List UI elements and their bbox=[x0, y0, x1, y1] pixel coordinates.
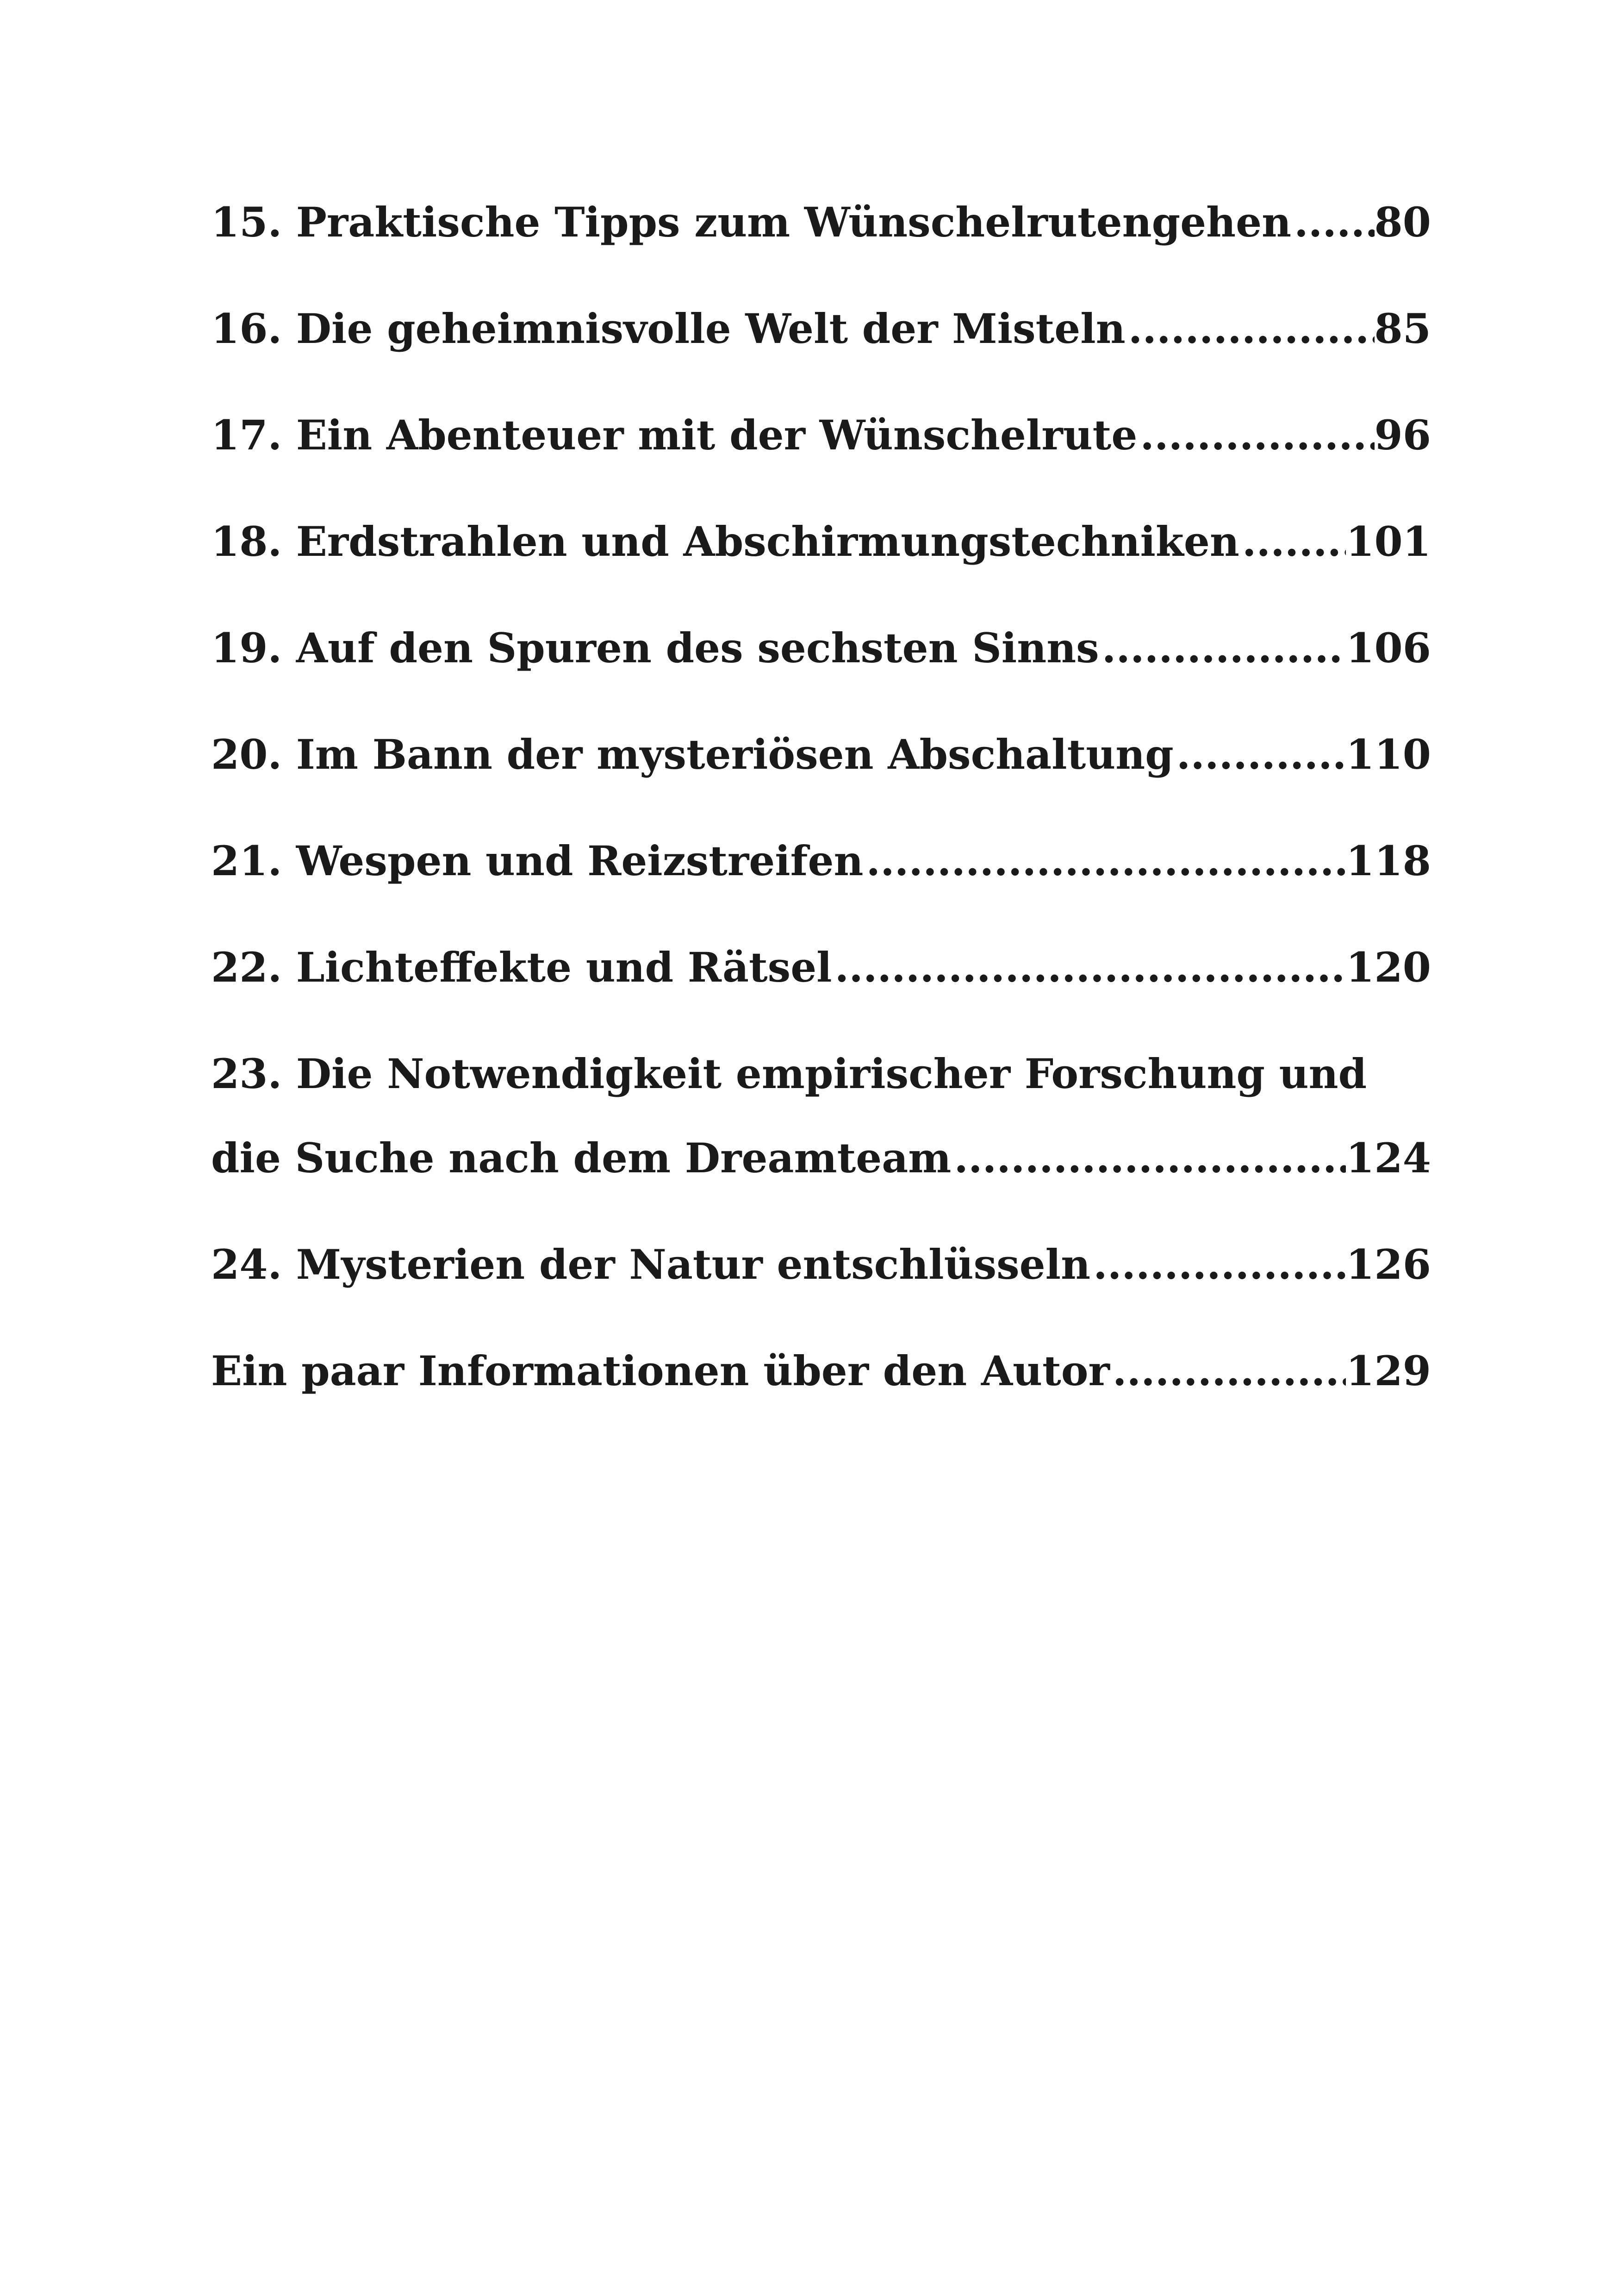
dot-leader bbox=[832, 944, 1346, 990]
dot-leader bbox=[1126, 305, 1375, 352]
toc-entry-page-number: 96 bbox=[1374, 411, 1431, 459]
toc-entry-title: 15. Praktische Tipps zum Wünschelrutengehen bbox=[211, 198, 1292, 246]
toc-entry-title: 17. Ein Abenteuer mit der Wünschelrute bbox=[211, 411, 1138, 459]
table-of-contents bbox=[211, 199, 1431, 1394]
toc-entry-page-number: 118 bbox=[1346, 837, 1431, 885]
toc-entry-22 bbox=[211, 944, 1431, 990]
toc-entry-17 bbox=[211, 412, 1431, 458]
toc-entry-page-number: 110 bbox=[1346, 730, 1431, 778]
dot-leader bbox=[1110, 1348, 1346, 1394]
dot-leader bbox=[951, 1135, 1346, 1181]
dot-leader bbox=[1099, 625, 1346, 671]
toc-entry-16 bbox=[211, 305, 1431, 352]
dot-leader bbox=[1291, 199, 1374, 245]
toc-entry-title: 19. Auf den Spuren des sechsten Sinns bbox=[211, 624, 1099, 672]
toc-entry-page-number: 120 bbox=[1346, 943, 1431, 991]
toc-entry-page-number: 129 bbox=[1346, 1347, 1431, 1395]
dot-leader bbox=[864, 838, 1346, 884]
toc-entry-24 bbox=[211, 1241, 1431, 1288]
toc-entry-page-number: 101 bbox=[1346, 517, 1431, 566]
toc-entry-page-number: 126 bbox=[1346, 1240, 1431, 1288]
toc-entry-19 bbox=[211, 625, 1431, 671]
toc-entry-title-line2: die Suche nach dem Dreamteam bbox=[211, 1134, 952, 1182]
toc-entry-21 bbox=[211, 838, 1431, 884]
toc-entry-title: 18. Erdstrahlen und Abschirmungstechniken bbox=[211, 517, 1239, 566]
toc-entry-15 bbox=[211, 199, 1431, 245]
toc-entry-title: Ein paar Informationen über den Autor bbox=[211, 1347, 1110, 1395]
toc-entry-page-number: 85 bbox=[1374, 305, 1431, 353]
toc-entry-20 bbox=[211, 731, 1431, 778]
dot-leader bbox=[1137, 412, 1374, 458]
toc-entry-author-info bbox=[211, 1348, 1431, 1394]
dot-leader bbox=[1239, 518, 1346, 565]
toc-entry-title: 20. Im Bann der mysteriösen Abschaltung bbox=[211, 730, 1174, 778]
toc-entry-page-number: 106 bbox=[1346, 624, 1431, 672]
toc-entry-title: 21. Wespen und Reizstreifen bbox=[211, 837, 864, 885]
dot-leader bbox=[1174, 731, 1346, 778]
toc-entry-title: 16. Die geheimnisvolle Welt der Misteln bbox=[211, 305, 1126, 353]
toc-entry-page-number: 80 bbox=[1374, 198, 1431, 246]
toc-entry-title: 24. Mysterien der Natur entschlüsseln bbox=[211, 1240, 1091, 1288]
toc-entry-18 bbox=[211, 518, 1431, 565]
toc-entry-title: 22. Lichteffekte und Rätsel bbox=[211, 943, 832, 991]
dot-leader bbox=[1090, 1241, 1346, 1288]
toc-entry-23 bbox=[211, 1051, 1431, 1181]
toc-entry-page-number: 124 bbox=[1346, 1134, 1431, 1182]
toc-entry-title-line1: 23. Die Notwendigkeit empirischer Forschung und bbox=[211, 1050, 1367, 1098]
